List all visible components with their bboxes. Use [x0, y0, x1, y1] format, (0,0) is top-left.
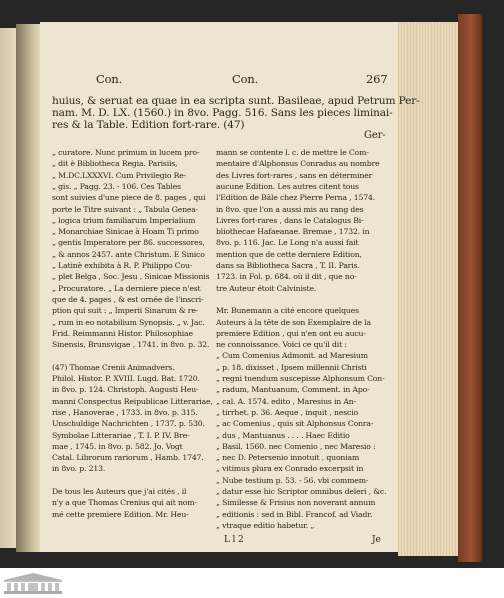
right-column-line: mann se contente l. c. de mettre le Com- [216, 148, 369, 157]
left-column-line: ption qui suit : „ Imperii Sinarum & re- [52, 306, 199, 316]
right-column-line: „ editionis : sed in Bibl. Francof. ad Viadr. [216, 509, 373, 519]
right-column-line: „ regni tuendum suscepisse Alphonsum Con- [216, 374, 385, 383]
intro-line-2: nam. M. D. LX. (1560.) in 8vo. Pagg. 516. Sans les pieces liminai- [52, 107, 393, 119]
left-column-line: „ Procuratore. „ La derniere piece n'est [52, 283, 201, 293]
page-number: 267 [366, 72, 388, 86]
left-column-line: Sinensis, Brunsvigae , 1741. in 8vo. p. 32. [52, 340, 210, 350]
right-column-line: 1723. in Fol. p. 684. où il dit , que no- [216, 272, 357, 282]
right-column-line: aucune Edition. Les autres citent tous [216, 181, 359, 191]
right-column-line: „ Basil. 1560. nec Comenio , nec Maresio : [216, 441, 376, 451]
left-column-line: „ dit è Bibliotheca Regia. Parisiis, [52, 159, 178, 169]
right-column-line: „ Nube testium p. 53. - 56. vbi commem- [216, 475, 369, 485]
right-column-line: in 8vo. que l'on a aussi mis au rang des [216, 204, 364, 214]
right-column-line: „ vtraque editio habetur. „ [216, 520, 315, 530]
right-column-line: premiere Edition , qui n'en ont eu aucu- [216, 328, 366, 338]
running-head-center: Con. [232, 72, 259, 86]
right-column-line: Mr. Bunemann a cité encore quelques [216, 306, 359, 316]
right-column-line: „ ac Comenius , quis sit Alphonsus Conra- [216, 419, 374, 429]
right-column-line: „ dus , Mantuanus . . . . Haec Editio [216, 430, 350, 440]
left-column-line: manni Conspectus Reipublicae Litterariae, [52, 396, 213, 406]
right-column-line: „ datur esse hic Scriptor omnibus deleri , &c. [216, 487, 387, 496]
intro-line-3: res & la Table. Edition fort-rare. (47) [52, 119, 245, 131]
left-column-line: in 8vo. p. 124. Christoph. Augusti Heu- [52, 385, 199, 395]
right-column-line: „ p. 18. dixisset , Ipsem millennii Christi [216, 362, 367, 372]
left-column-line: que de 4. pages , & est ornée de l'inscri- [52, 294, 204, 304]
left-column-line: „ M.DC.LXXXVI. Cum Privilegio Re- [52, 170, 187, 180]
left-column-line: Symbolae Litterariae , T. I. P. IV. Bre- [52, 430, 190, 440]
right-column-line: „ tirrhet. p. 36. Aeque , inquit , nescio [216, 407, 358, 417]
right-column-line: „ vitimus plura ex Conrado excerpsit in [216, 464, 364, 474]
left-column-line: „ & annos 2457. ante Christum. E Sinico [52, 249, 205, 259]
right-column-line: Livres fort-rares , dans le Catalogus Bi- [216, 215, 364, 225]
right-column-line: Auteurs à la tête de son Exemplaire de la [216, 317, 371, 327]
left-column-line: „ rum in eo notabilium Synopsis. „ v. Jac. [52, 317, 205, 327]
catchword-je: Je [372, 535, 381, 545]
library-building-logo-icon [4, 572, 62, 594]
left-column-line: (47) Thomae Crenii Animadvers. [52, 362, 175, 372]
right-column-line: l'Edition de Bâle chez Pierre Perna , 1574. [216, 193, 376, 203]
right-column-line: mention que de cette derniere Edition, [216, 249, 362, 259]
right-column-line: „ Similesse & Frisius non noverant annum [216, 498, 376, 508]
left-column-line: sont suivies d'une piece de 8. pages , qui [52, 193, 206, 203]
left-column-line: rise , Hanoverae , 1733. in 8vo. p. 315. [52, 407, 198, 417]
left-column-line: „ gis. „ Pagg. 23. - 106. Ces Tables [52, 181, 181, 191]
catchword-ger: Ger- [364, 130, 386, 141]
left-page-edge [0, 28, 16, 548]
left-column-line: n'y a que Thomas Crenius qui ait nom- [52, 498, 197, 508]
right-column-line: „ radum, Mantuanum, Comment. in Apo- [216, 385, 370, 395]
left-column-line: Unschuldige Nachrichten , 1737. p. 530. [52, 419, 205, 429]
left-column-line: Catal. Librorum rariorum , Hamb. 1747. [52, 453, 204, 463]
right-column-line: ne connoissance. Voici ce qu'il dit : [216, 340, 347, 350]
right-column-line: des Livres fort-rares , sans en déterminer [216, 170, 373, 180]
left-column-line: mé cette premiere Edition. Mr. Heu- [52, 509, 189, 519]
running-head-left: Con. [96, 72, 123, 86]
right-column-line: tre Auteur étoit Calviniste. [216, 283, 317, 293]
left-column-line: Frid. Reimmanni Histor. Philosophiae [52, 328, 193, 338]
signature-mark: L l 2 [224, 535, 244, 545]
left-column-line: „ logica trium familiarum Imperialium [52, 215, 196, 225]
left-column-line: „ gentis Imperatore per 86. successores, [52, 238, 205, 248]
right-column-line: mentaire d'Alphonsus Conradus au nombre [216, 159, 380, 169]
left-column-line: mae , 1745. in 8vo. p. 582. Jo. Vogt [52, 441, 183, 451]
book-gutter [16, 24, 42, 552]
right-column-line: bliothecae Hafaeanae. Bremae , 1732. in [216, 227, 370, 237]
left-column-line: De tous les Auteurs que j'ai cités , il [52, 487, 187, 496]
right-column-line: „ cal. A. 1574. edito , Maresius in An- [216, 396, 357, 406]
intro-line-1: huius, & seruat ea quae in ea scripta sunt. Basileae, apud Petrum Per- [52, 95, 420, 107]
left-column-line: „ plet Belga , Soc. Jesu , Sinicae Missionis [52, 272, 210, 282]
left-column-line: porte le Titre suivant : „ Tabula Genea- [52, 204, 199, 214]
left-column-line: „ Latinè exhibita à R. P. Philippo Cou- [52, 261, 193, 270]
right-column-line: 8vo. p. 116. Jac. Le Long n'a aussi fait [216, 238, 359, 248]
right-column-line: „ nec D. Petersenio innotuit , quoniam [216, 453, 360, 463]
left-column-line: „ Monarchiae Sinicae à Hoam Ti primo [52, 227, 199, 237]
book-cover-edge [458, 14, 482, 562]
right-column-line: „ Cum Comenius Admonit. ad Maresium [216, 351, 368, 361]
left-column-line: in 8vo. p. 213. [52, 464, 106, 474]
left-column-line: Philol. Histor. P. XVIII. Lugd. Bat. 1720. [52, 374, 200, 383]
footer-bar [0, 568, 504, 598]
right-column-line: dans sa Bibliotheca Sacra , T. II. Paris. [216, 261, 360, 270]
left-column-line: „ curatore. Nunc primum in lucem pro- [52, 148, 200, 157]
